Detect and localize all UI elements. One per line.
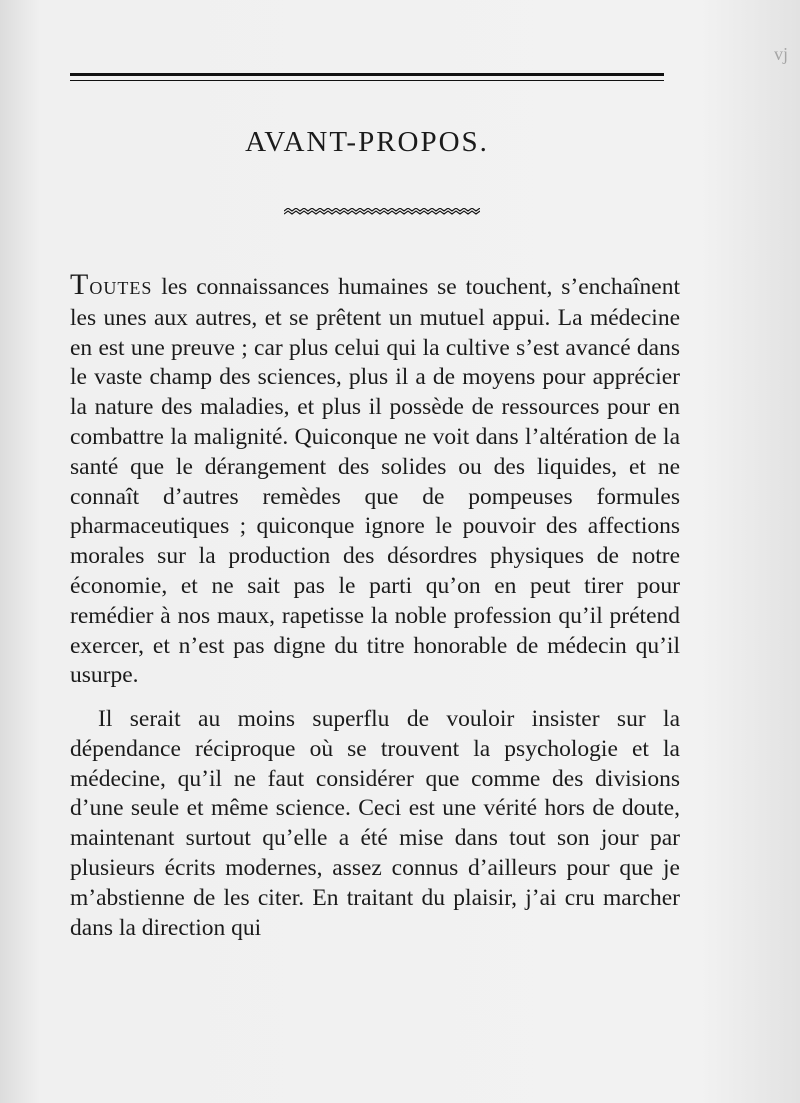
- paragraph-2: Il serait au moins superflu de vouloir insister sur la dépendance réciproque où se trouvent la psychologie et la médecine, qu’il ne faut considérer que comme des divisions d’une seule et même science. Ceci est une vérité hors de doute, maintenant surtout qu’elle a été mise dans tout son jour par plusieurs écrits modernes, assez connus d’ailleurs pour que je m’abstienne de les citer. En traitant du plaisir, j’ai cru marcher dans la direction qui: [70, 706, 680, 941]
- paragraph-1: [70, 270, 680, 691]
- dropcap-letter: T: [70, 268, 90, 301]
- page-corner-mark: vj: [773, 44, 788, 64]
- title-rule-thick: [70, 73, 664, 76]
- title-rule-thin: [70, 80, 664, 81]
- paragraph-1-text: les connaissances humaines se touchent, s’enchaînent les unes aux autres, et se prêtent un mutuel appui. La médecine en est une preuve ; car plus celui qui la cultive s’est avancé dans le vaste champ des sciences, plus il a de moyens pour apprécier la nature des maladies, et plus il possède de ressources pour en combattre la malignité. Quiconque ne voit dans l’altération de la santé que le dérangement des solides ou des liquides, et ne connaît d’autres remèdes que de pompeuses formules pharmaceutiques ; quiconque ignore le pouvoir des affections morales sur la production des désordres physiques de notre économie, et ne sait pas le parti qu’on en peut tirer pour remédier à nos maux, rapetisse la noble profession qu’il prétend exercer, et n’est pas digne du titre honorable de médecin qu’il usurpe.: [70, 274, 680, 689]
- page-title: AVANT-PROPOS.: [245, 126, 489, 158]
- decorative-wavy-rule: [284, 208, 480, 215]
- first-word-smallcaps: OUTES: [89, 278, 153, 298]
